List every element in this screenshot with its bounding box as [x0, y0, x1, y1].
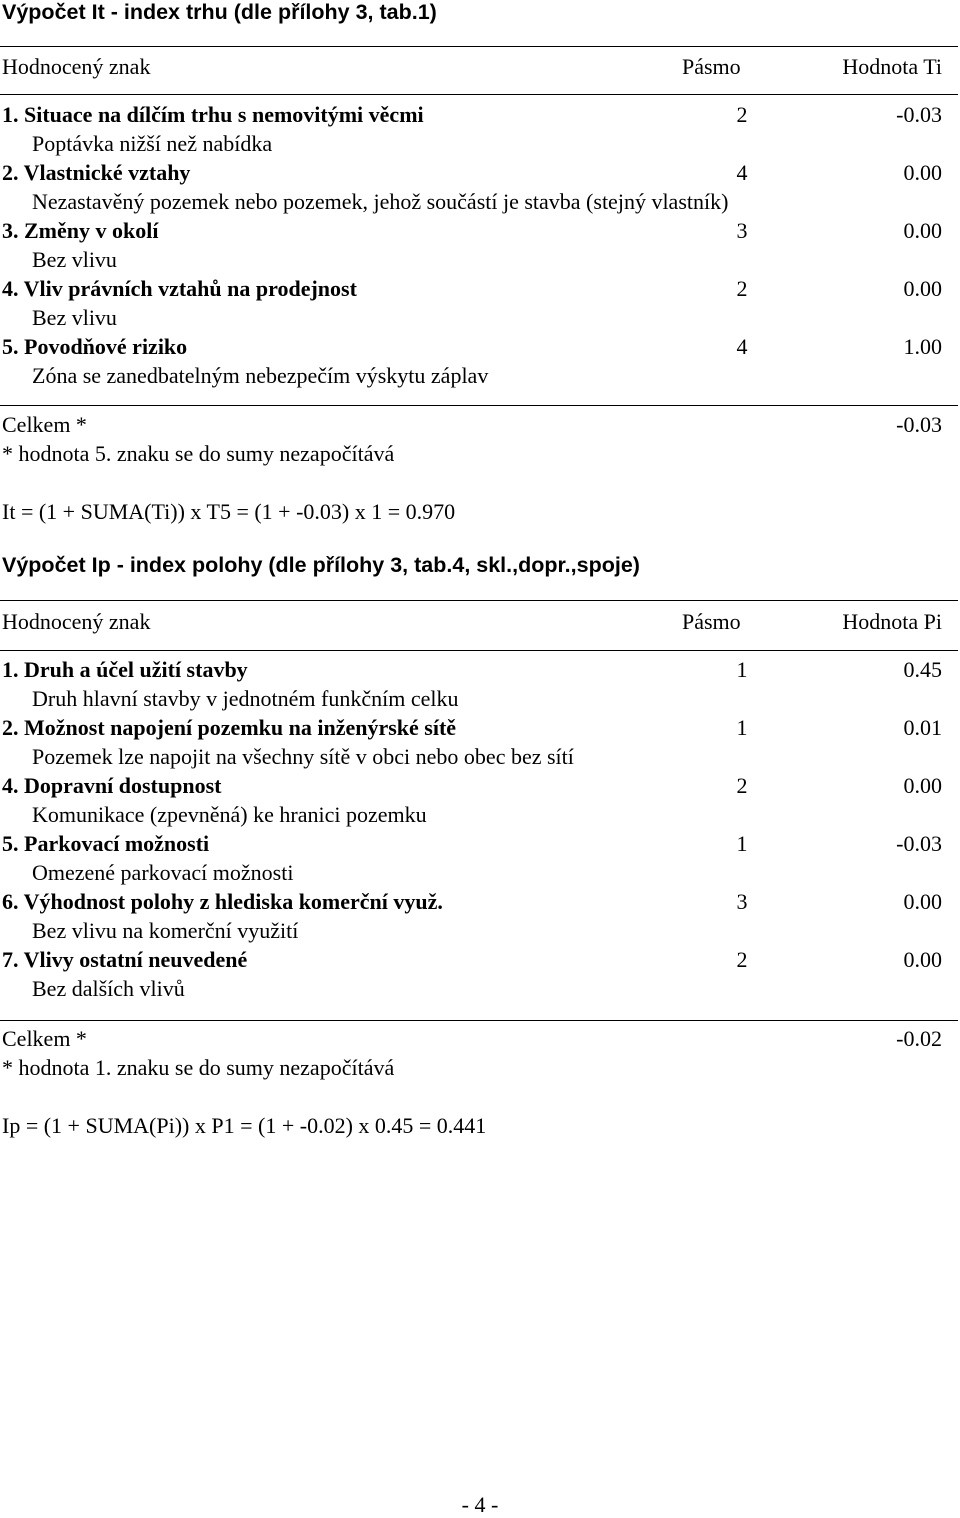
rule-top: [0, 600, 958, 601]
section-heading-it: Výpočet It - index trhu (dle přílohy 3, tab.1): [2, 0, 437, 24]
item-value: -0.03: [896, 102, 942, 127]
header-hodnota: Hodnota Ti: [842, 54, 942, 79]
item-desc: Bez dalších vlivů: [32, 976, 185, 1001]
item-title: 3. Změny v okolí: [2, 218, 159, 243]
item-desc: Nezastavěný pozemek nebo pozemek, jehož součástí je stavba (stejný vlastník): [32, 189, 729, 214]
table-row: [0, 715, 960, 744]
table-row: [0, 773, 960, 802]
item-value: 0.00: [903, 218, 942, 243]
header-hodnota: Hodnota Pi: [842, 609, 942, 634]
item-pasmo: 2: [736, 276, 748, 301]
table-row: [0, 831, 960, 860]
item-pasmo: 4: [736, 160, 748, 185]
item-desc: Bez vlivu na komerční využití: [32, 918, 299, 943]
item-value: 0.45: [903, 657, 942, 682]
item-desc: Bez vlivu: [32, 305, 117, 330]
item-pasmo: 4: [736, 334, 748, 359]
header-pasmo: Pásmo: [682, 54, 741, 79]
table-row: [0, 218, 960, 247]
table-row: [0, 334, 960, 363]
section-heading-ip: Výpočet Ip - index polohy (dle přílohy 3, tab.4, skl.,dopr.,spoje): [2, 553, 640, 577]
item-value: 0.01: [903, 715, 942, 740]
total-value: -0.03: [896, 412, 942, 437]
table-row: [0, 276, 960, 305]
table-row: [0, 160, 960, 189]
item-desc: Poptávka nižší než nabídka: [32, 131, 273, 156]
item-pasmo: 1: [736, 657, 748, 682]
page-number: - 4 -: [461, 1492, 499, 1517]
header-znak: Hodnocený znak: [2, 54, 151, 79]
rule-total: [0, 1020, 958, 1021]
header-pasmo: Pásmo: [682, 609, 741, 634]
footnote: * hodnota 1. znaku se do sumy nezapočítává: [2, 1055, 395, 1080]
item-pasmo: 1: [736, 831, 748, 856]
item-title: 6. Výhodnost polohy z hlediska komerční využ.: [2, 889, 443, 914]
table-row: [0, 947, 960, 976]
table-header: [0, 609, 960, 647]
header-znak: Hodnocený znak: [2, 609, 151, 634]
item-desc: Zóna se zanedbatelným nebezpečím výskytu záplav: [32, 363, 489, 388]
item-title: 4. Vliv právních vztahů na prodejnost: [2, 276, 357, 301]
table-header: [0, 54, 960, 92]
item-value: 0.00: [903, 773, 942, 798]
item-pasmo: 3: [736, 889, 748, 914]
total-row: [0, 412, 960, 441]
rule-top: [0, 46, 958, 47]
item-title: 2. Možnost napojení pozemku na inženýrské sítě: [2, 715, 457, 740]
table-row: [0, 889, 960, 918]
item-value: -0.03: [896, 831, 942, 856]
item-pasmo: 1: [736, 715, 748, 740]
item-pasmo: 3: [736, 218, 748, 243]
item-desc: Pozemek lze napojit na všechny sítě v obci nebo obec bez sítí: [32, 744, 574, 769]
item-desc: Druh hlavní stavby v jednotném funkčním celku: [32, 686, 459, 711]
total-label: Celkem *: [2, 412, 87, 437]
rule-header: [0, 94, 958, 95]
item-title: 5. Povodňové riziko: [2, 334, 188, 359]
item-value: 0.00: [903, 276, 942, 301]
item-value: 0.00: [903, 160, 942, 185]
item-value: 1.00: [903, 334, 942, 359]
total-row: [0, 1026, 960, 1055]
item-title: 5. Parkovací možnosti: [2, 831, 210, 856]
rule-header: [0, 650, 958, 651]
table-row: [0, 657, 960, 686]
formula: It = (1 + SUMA(Ti)) x T5 = (1 + -0.03) x 1 = 0.970: [2, 499, 456, 524]
item-desc: Omezené parkovací možnosti: [32, 860, 294, 885]
total-label: Celkem *: [2, 1026, 87, 1051]
item-desc: Komunikace (zpevněná) ke hranici pozemku: [32, 802, 427, 827]
item-pasmo: 2: [736, 947, 748, 972]
rule-total: [0, 405, 958, 406]
item-title: 2. Vlastnické vztahy: [2, 160, 191, 185]
formula: Ip = (1 + SUMA(Pi)) x P1 = (1 + -0.02) x 0.45 = 0.441: [2, 1113, 487, 1138]
item-title: 7. Vlivy ostatní neuvedené: [2, 947, 248, 972]
item-title: 1. Situace na dílčím trhu s nemovitými věcmi: [2, 102, 424, 127]
table-row: [0, 102, 960, 131]
footnote: * hodnota 5. znaku se do sumy nezapočítává: [2, 441, 395, 466]
item-value: 0.00: [903, 889, 942, 914]
item-pasmo: 2: [736, 102, 748, 127]
item-desc: Bez vlivu: [32, 247, 117, 272]
item-pasmo: 2: [736, 773, 748, 798]
item-title: 1. Druh a účel užití stavby: [2, 657, 248, 682]
item-title: 4. Dopravní dostupnost: [2, 773, 222, 798]
total-value: -0.02: [896, 1026, 942, 1051]
item-value: 0.00: [903, 947, 942, 972]
